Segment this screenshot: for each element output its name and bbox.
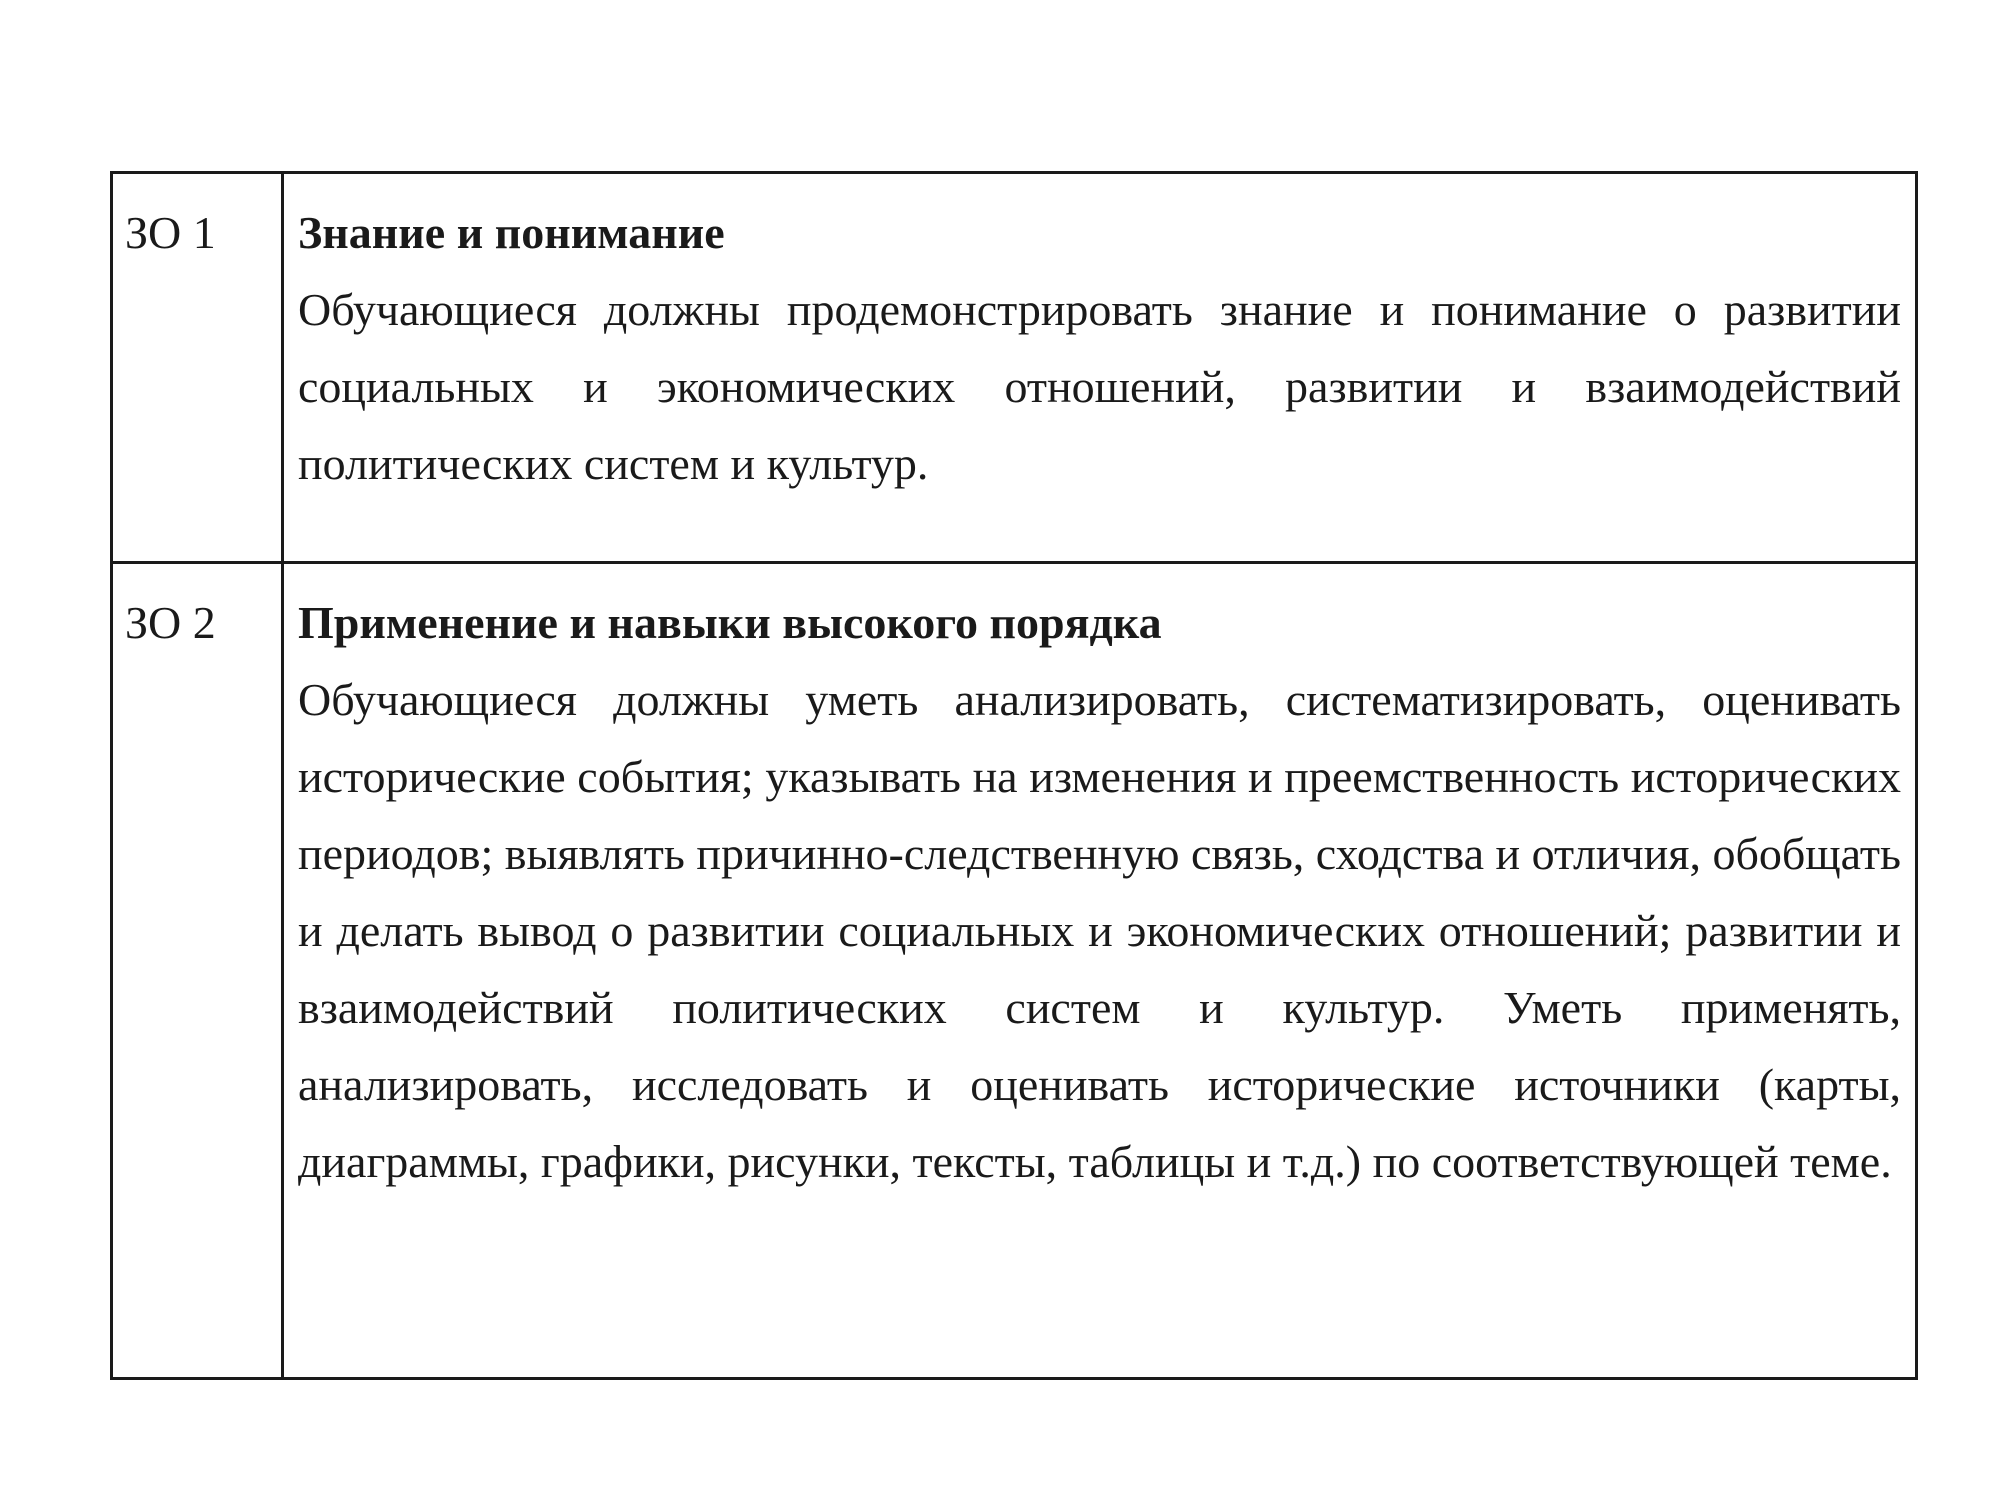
table-row [112, 563, 1917, 1379]
outcome-code: ЗО 1 [125, 207, 216, 258]
outcome-description: Обучающиеся должны уметь анализировать, систематизировать, оценивать исторические события; указывать на изменения и преемственность исторических периодов; выявлять причинно-следственную связь, сходства и отличия, обобщать и делать вывод о развитии социальных и экономических отношений; развитии и взаимодействий политических систем и культур. Уметь применять, анализировать, исследовать и оценивать исторические источники (карты, диаграммы, графики, рисунки, тексты, таблицы и т.д.) по соответствующей теме. [298, 674, 1901, 1187]
outcome-content-cell [283, 173, 1917, 563]
outcome-title: Применение и навыки высокого порядка [298, 597, 1162, 648]
outcome-content-cell [283, 563, 1917, 1379]
outcome-description: Обучающиеся должны продемонстрировать знание и понимание о развитии социальных и экономических отношений, развитии и взаимодействий политических систем и культур. [298, 284, 1901, 489]
outcome-code-cell [112, 173, 283, 563]
outcome-title: Знание и понимание [298, 207, 725, 258]
outcome-code-cell [112, 563, 283, 1379]
learning-outcomes-table [110, 171, 1918, 1380]
table-row [112, 173, 1917, 563]
outcome-code: ЗО 2 [125, 597, 216, 648]
